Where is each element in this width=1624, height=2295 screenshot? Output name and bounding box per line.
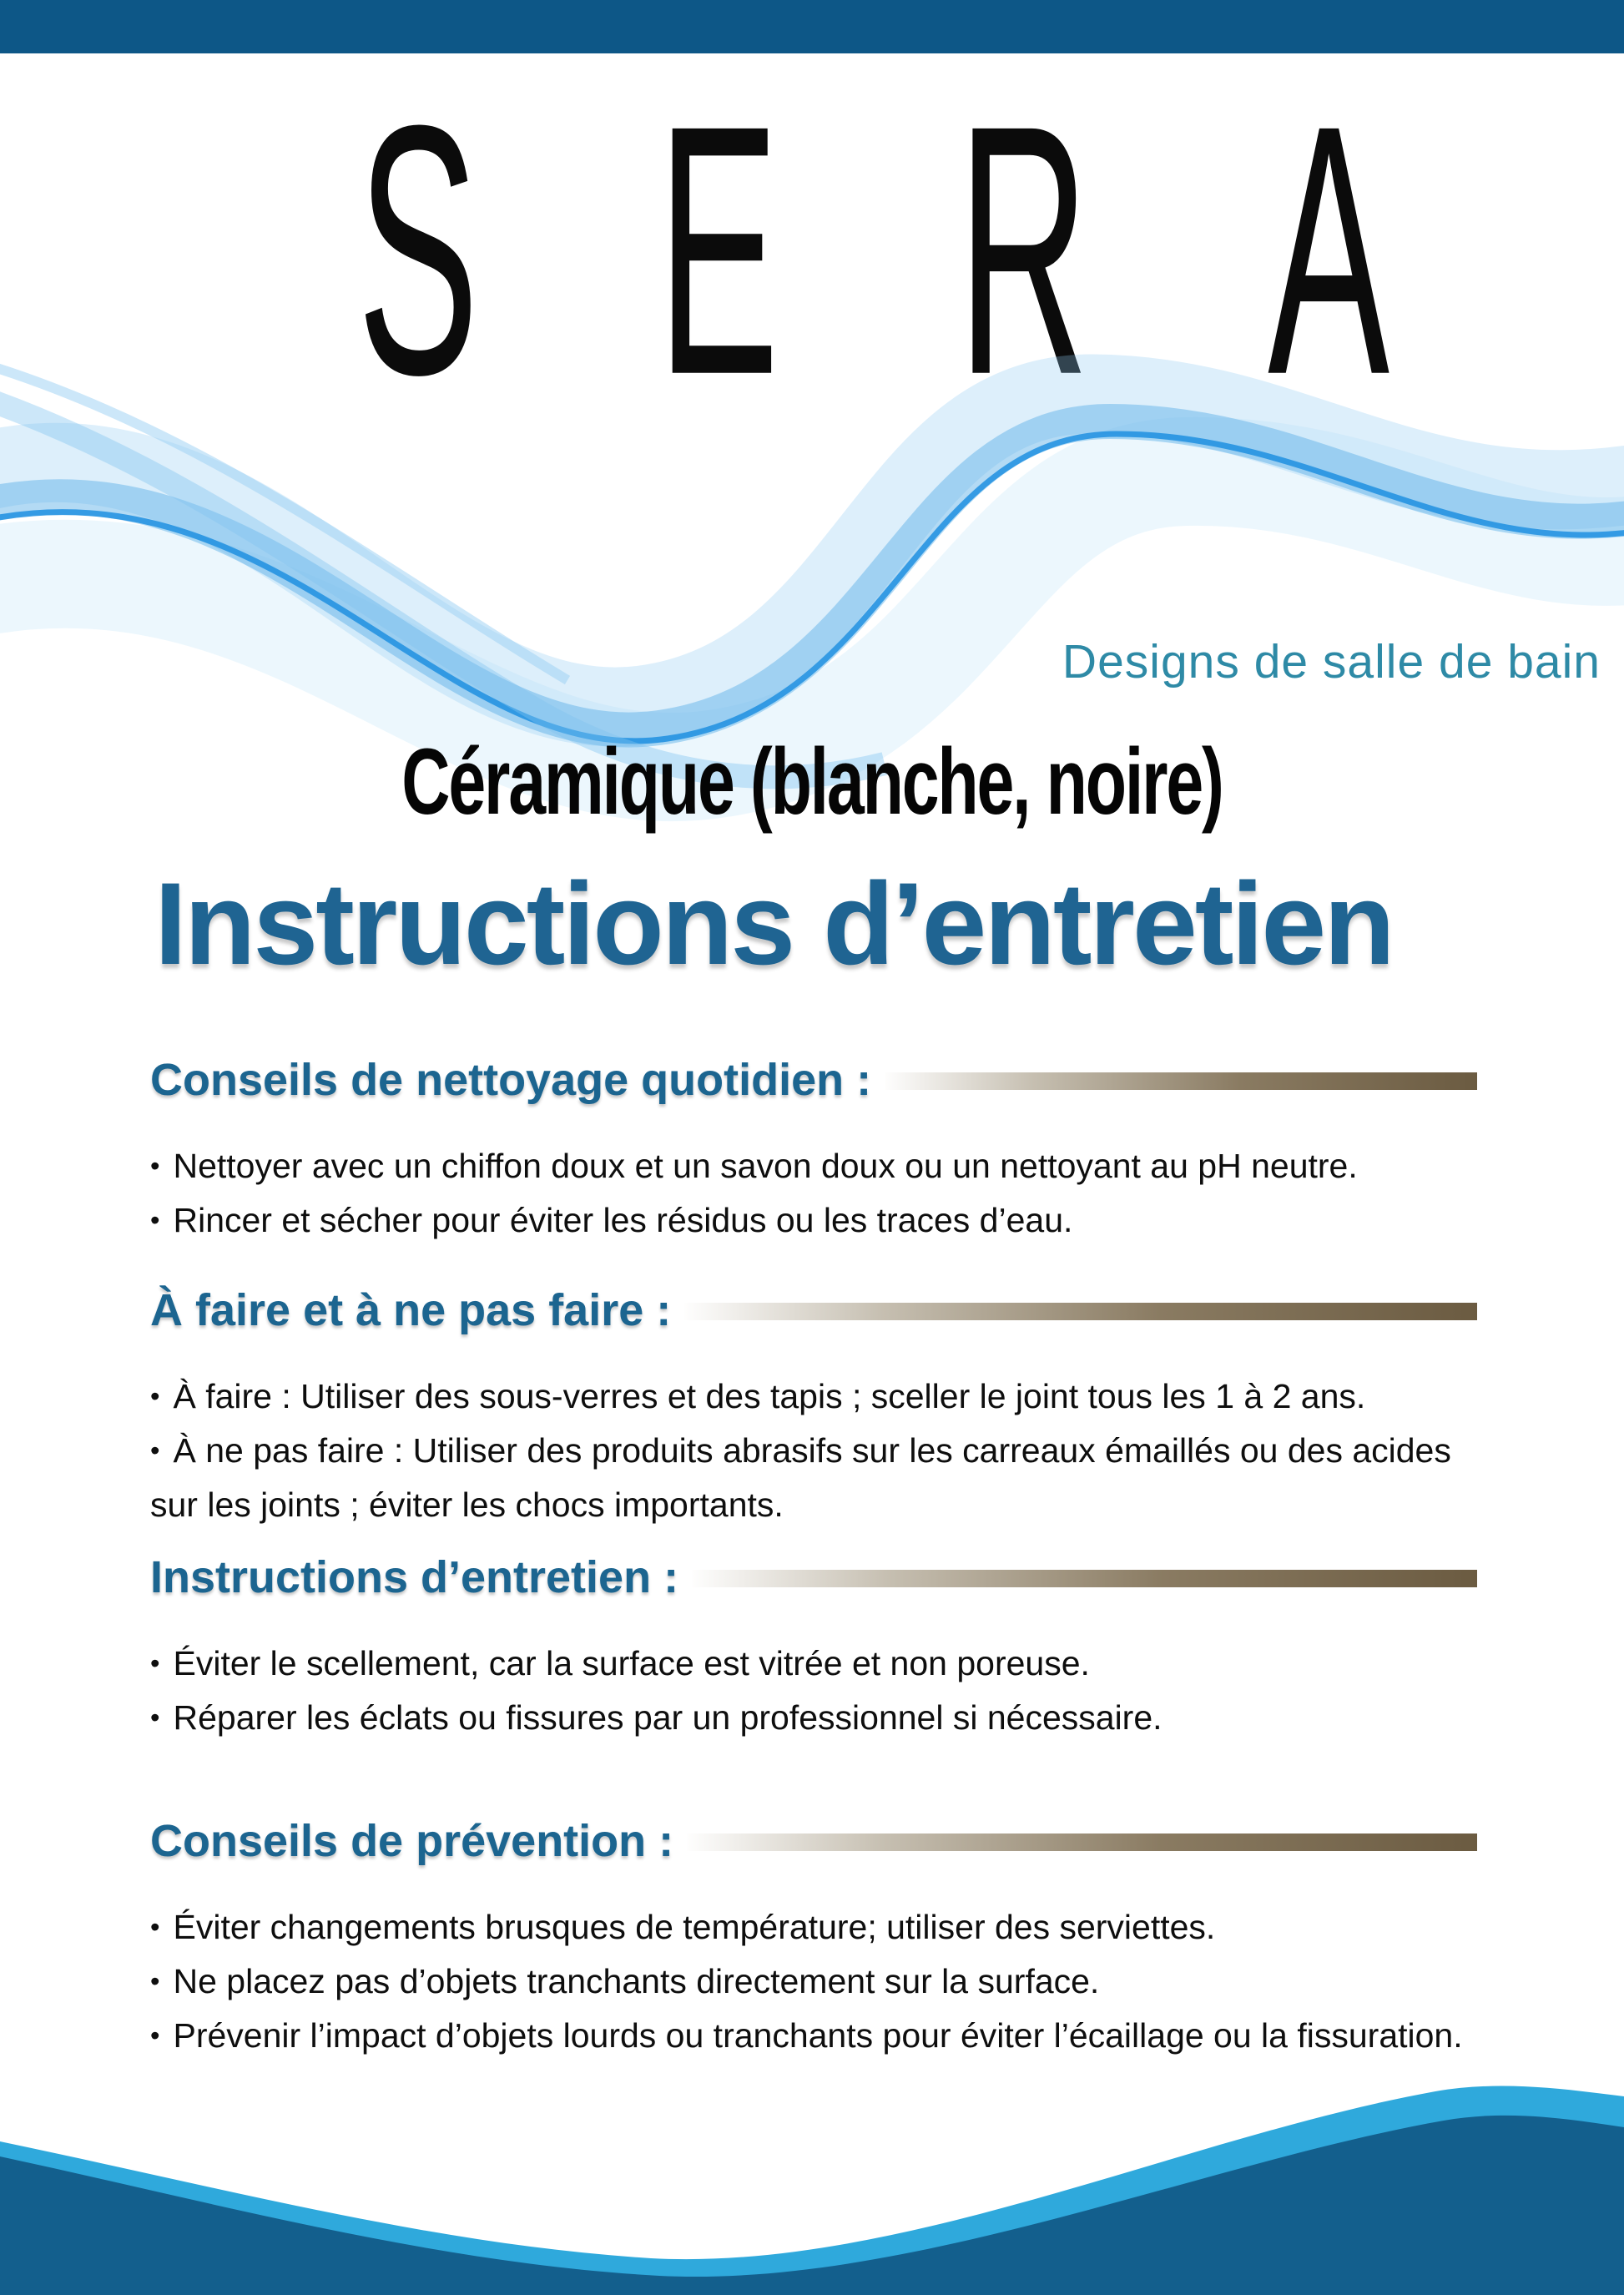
product-title: Céramique (blanche, noire) (401, 729, 1223, 834)
bottom-wave (0, 2086, 1624, 2295)
bullet-list (150, 1637, 1477, 1746)
bullet-item: • À faire : Utiliser des sous-verres et des tapis ; sceller le joint tous les 1 à 2 ans. (150, 1370, 1477, 1425)
heading-accent-bar (885, 1072, 1477, 1090)
bullet-item: • Rincer et sécher pour éviter les résidus ou les traces d’eau. (150, 1194, 1477, 1248)
heading-accent-bar (684, 1303, 1477, 1320)
section-dos-donts (150, 1279, 1477, 1531)
bullet-item: • Prévenir l’impact d’objets lourds ou tranchants pour éviter l’écaillage ou la fissuration. (150, 2010, 1477, 2064)
bullet-list (150, 1901, 1477, 2064)
bullet-item: • À ne pas faire : Utiliser des produits abrasifs sur les carreaux émaillés ou des acides sur les joints ; éviter les chocs importants. (150, 1425, 1477, 1531)
bullet-item: • Nettoyer avec un chiffon doux et un savon doux ou un nettoyant au pH neutre. (150, 1140, 1477, 1194)
section-heading: Conseils de prévention : (150, 1816, 674, 1866)
section-heading-row (150, 1279, 1477, 1342)
bullet-item: • Ne placez pas d’objets tranchants directement sur la surface. (150, 1955, 1477, 2010)
section-heading-row (150, 1048, 1477, 1112)
section-prevention-tips (150, 1809, 1477, 2064)
bullet-item: • Réparer les éclats ou fissures par un professionnel si nécessaire. (150, 1692, 1477, 1746)
bullet-list (150, 1370, 1477, 1531)
top-header-bar (0, 0, 1624, 53)
page-title: Instructions d’entretien (154, 858, 1393, 989)
section-heading: Conseils de nettoyage quotidien : (150, 1055, 872, 1105)
section-heading-row (150, 1809, 1477, 1873)
section-daily-cleaning (150, 1048, 1477, 1248)
heading-accent-bar (687, 1833, 1477, 1851)
brand-tagline: Designs de salle de bain (1062, 635, 1601, 688)
section-heading-row (150, 1546, 1477, 1609)
section-care-instructions (150, 1546, 1477, 1746)
bullet-item: • Éviter changements brusques de température; utiliser des serviettes. (150, 1901, 1477, 1955)
section-heading: À faire et à ne pas faire : (150, 1285, 672, 1335)
section-heading: Instructions d’entretien : (150, 1552, 679, 1602)
brand-logo-sera: SERA (357, 53, 1568, 449)
heading-accent-bar (692, 1570, 1477, 1587)
bullet-list (150, 1140, 1477, 1248)
bullet-item: • Éviter le scellement, car la surface est vitrée et non poreuse. (150, 1637, 1477, 1692)
